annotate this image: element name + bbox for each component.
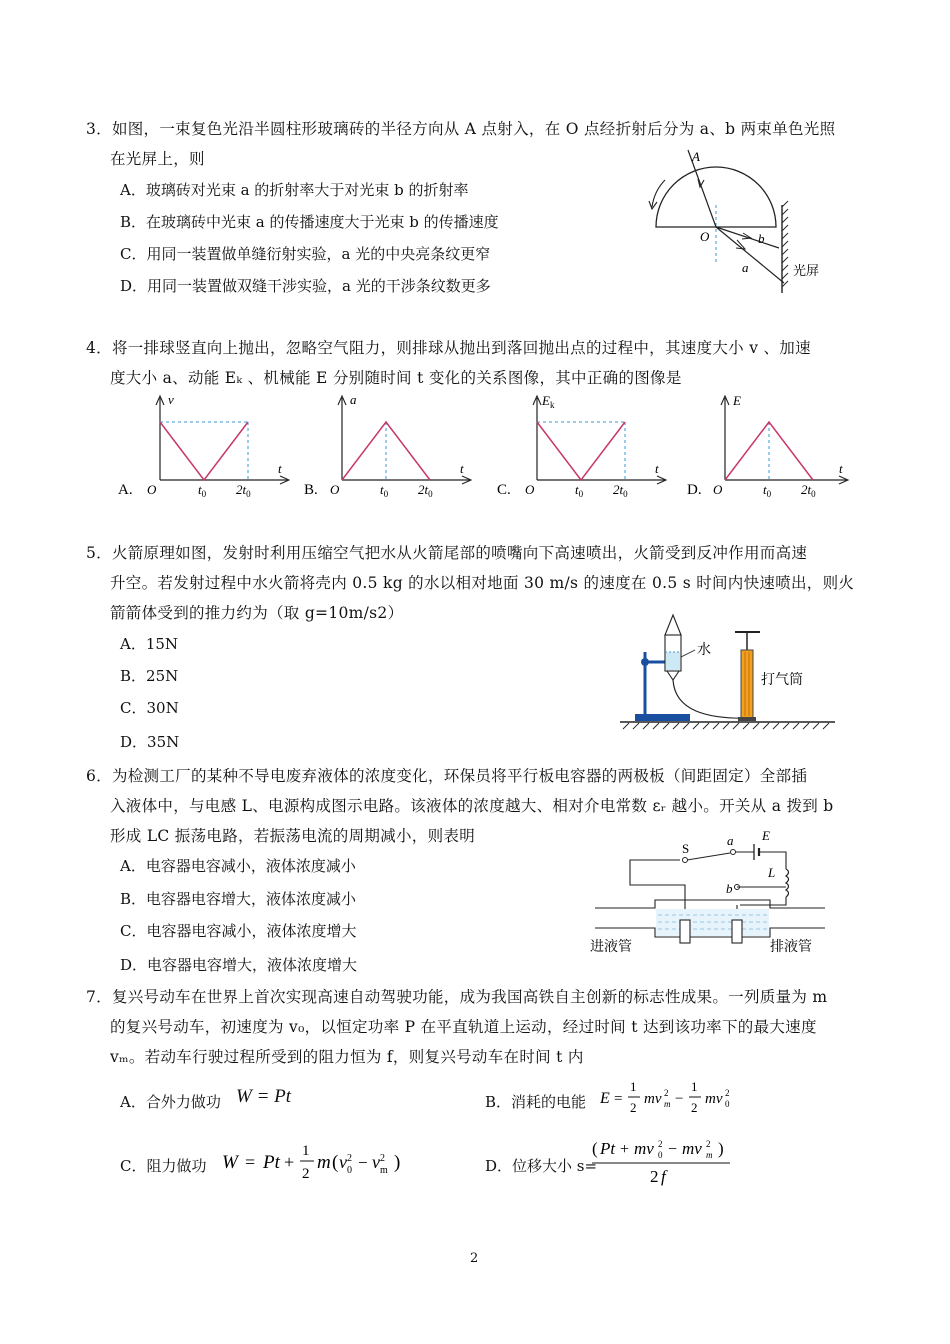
- q7-option-c-label: C．阻力做功: [120, 1157, 207, 1175]
- q5-option-a: A．15N: [120, 635, 179, 653]
- label-inlet: 进液管: [590, 940, 632, 955]
- label-E: E: [762, 828, 770, 843]
- pump-barrel: [741, 650, 753, 718]
- graph-d-t-label: t: [839, 461, 843, 476]
- svg-text:2: 2: [302, 1166, 310, 1182]
- graph-b-origin: O: [330, 482, 340, 497]
- q6-stem-line3: 形成 LC 振荡电路，若振荡电流的周期减小，则表明: [110, 827, 476, 845]
- q4-graph-a: [110, 390, 290, 505]
- label-S: S: [682, 841, 690, 856]
- graph-a-label: A.: [118, 482, 133, 498]
- svg-text:−: −: [358, 1153, 368, 1172]
- graph-c-t-label: t: [655, 461, 659, 476]
- graph-b-label: B.: [304, 482, 318, 498]
- capacitor-plate-right: [732, 920, 742, 943]
- q5-stem-line1: 5．火箭原理如图，发射时利用压缩空气把水从火箭尾部的喷嘴向下高速喷出，火箭受到反冲作用而高速: [86, 544, 808, 562]
- graph-c-curve: [537, 422, 625, 480]
- graph-c-label: C.: [497, 482, 511, 498]
- label-water: 水: [697, 643, 711, 658]
- svg-text:=: =: [245, 1152, 256, 1172]
- svg-text:m: m: [664, 1099, 671, 1109]
- ray-a: [716, 227, 784, 283]
- svg-text:mv: mv: [682, 1139, 702, 1158]
- svg-text:+: +: [620, 1141, 630, 1158]
- svg-text:1: 1: [691, 1079, 698, 1094]
- svg-text:2: 2: [725, 1088, 730, 1098]
- rocket-water: [666, 652, 680, 670]
- graph-b-t-label: t: [460, 461, 464, 476]
- q5-stem-line2: 升空。若发射过程中水火箭将壳内 0.5 kg 的水以相对地面 30 m/s 的速度在 0.5 s 时间内快速喷出，则火: [110, 574, 855, 592]
- q7-stem-line2: 的复兴号动车，初速度为 v₀，以恒定功率 P 在平直轨道上运动，经过时间 t 达到该功率下的最大速度: [110, 1018, 817, 1036]
- q5-option-c: C．30N: [120, 699, 179, 717]
- rocket-nose: [665, 615, 681, 635]
- pipe-top: [595, 900, 825, 908]
- svg-text:E: E: [600, 1090, 610, 1107]
- q6-stem-line1: 6．为检测工厂的某种不导电废弃液体的浓度变化，环保员将平行板电容器的两极板（间距固定）全部插: [86, 767, 808, 785]
- svg-text:0: 0: [725, 1099, 730, 1109]
- rotation-arc: [652, 180, 665, 207]
- q3-option-b: B．在玻璃砖中光束 a 的传播速度大于光束 b 的传播速度: [120, 213, 499, 231]
- svg-text:Pt: Pt: [263, 1152, 280, 1173]
- svg-text:2: 2: [380, 1153, 385, 1164]
- label-O: O: [700, 229, 710, 244]
- rocket-nozzle: [667, 671, 679, 680]
- screen-hatching: [782, 201, 788, 287]
- q5-option-b: B．25N: [120, 667, 179, 685]
- svg-text:v: v: [372, 1152, 380, 1172]
- svg-text:−: −: [668, 1141, 678, 1158]
- svg-text:2: 2: [691, 1100, 698, 1115]
- svg-text:0: 0: [658, 1150, 663, 1160]
- q7-option-b-formula: [598, 1076, 748, 1120]
- graph-b-t0: $t_0$: [380, 482, 389, 499]
- q7-option-d-label: D．位移大小 s=: [485, 1157, 598, 1175]
- svg-text:2: 2: [347, 1153, 352, 1164]
- svg-text:+: +: [284, 1152, 295, 1172]
- svg-text:−: −: [675, 1091, 684, 1107]
- graph-a-2t0: $2t_0$: [236, 482, 251, 499]
- graph-c-2t0: $2t_0$: [613, 482, 628, 499]
- q4-stem-line1: 4．将一排球竖直向上抛出，忽略空气阻力，则排球从抛出到落回抛出点的过程中，其速度大小 v 、加速: [86, 339, 811, 357]
- q6-option-a: A．电容器电容减小，液体浓度减小: [120, 857, 356, 875]
- ground-hatching: [623, 723, 829, 729]
- q7-option-a-label: A．合外力做功: [120, 1093, 221, 1111]
- capacitor-plate-left: [680, 920, 690, 943]
- graph-d-y-label: E: [733, 393, 741, 408]
- q4-graph-d: [685, 390, 865, 505]
- q7-stem-line3: vₘ。若动车行驶过程所受到的阻力恒为 f，则复兴号动车在时间 t 内: [110, 1048, 584, 1066]
- graph-c-y-label: $E_k$: [542, 393, 555, 410]
- q3-option-a: A．玻璃砖对光束 a 的折射率大于对光束 b 的折射率: [120, 181, 469, 199]
- graph-d-label: D.: [687, 482, 702, 498]
- label-a: a: [727, 833, 734, 848]
- q4-graph-c: [495, 390, 675, 505]
- graph-b-y-label: a: [350, 392, 357, 407]
- svg-text:(: (: [332, 1152, 339, 1173]
- svg-text:v: v: [339, 1152, 347, 1172]
- label-screen: 光屏: [793, 263, 820, 278]
- svg-text:1: 1: [630, 1079, 637, 1094]
- graph-d-t0: $t_0$: [763, 482, 772, 499]
- svg-text:m: m: [380, 1165, 388, 1176]
- q3-stem-line1: 3．如图，一束复色光沿半圆柱形玻璃砖的半径方向从 A 点射入，在 O 点经折射后分为 a、b 两束单色光照: [86, 120, 836, 138]
- svg-text:2: 2: [650, 1167, 659, 1186]
- q6-figure-lc-circuit: [590, 825, 830, 960]
- svg-text:m: m: [317, 1152, 331, 1173]
- q6-option-d: D．电容器电容增大，液体浓度增大: [120, 956, 358, 974]
- graph-c-t0: $t_0$: [575, 482, 584, 499]
- label-pump: 打气筒: [761, 673, 803, 688]
- svg-text:2: 2: [630, 1100, 637, 1115]
- graph-a-t-label: t: [278, 461, 282, 476]
- label-L: L: [768, 865, 776, 880]
- q3-option-c: C．用同一装置做单缝衍射实验，a 光的中央亮条纹更窄: [120, 245, 491, 263]
- svg-text:(: (: [592, 1139, 598, 1158]
- q7-option-b-label: B．消耗的电能: [485, 1093, 587, 1111]
- graph-a-curve: [160, 422, 248, 480]
- label-outlet: 排液管: [770, 940, 812, 955]
- label-a: a: [742, 260, 749, 275]
- svg-text:): ): [394, 1152, 401, 1173]
- inductor-coil: [786, 869, 789, 897]
- q5-option-d: D．35N: [120, 733, 180, 751]
- graph-c-origin: O: [525, 482, 535, 497]
- graph-b-2t0: $2t_0$: [418, 482, 433, 499]
- svg-text:): ): [718, 1139, 724, 1158]
- q4-stem-line2: 度大小 a、动能 Eₖ 、机械能 E 分别随时间 t 变化的关系图像，其中正确的图像是: [110, 369, 682, 387]
- svg-text:2: 2: [658, 1139, 663, 1149]
- q7-option-c-formula: [220, 1136, 420, 1186]
- q6-option-b: B．电容器电容增大，液体浓度减小: [120, 890, 357, 908]
- svg-text:W: W: [222, 1152, 238, 1173]
- liquid: [656, 909, 769, 936]
- q3-figure-glass-semicylinder: [630, 145, 840, 300]
- svg-text:mv: mv: [634, 1139, 654, 1158]
- graph-d-origin: O: [713, 482, 723, 497]
- q7-stem-line1: 7．复兴号动车在世界上首次实现高速自动驾驶功能，成为我国高铁自主创新的标志性成果。一列质量为 m: [86, 988, 828, 1006]
- label-b: b: [726, 881, 733, 896]
- graph-a-t0: $t_0$: [198, 482, 207, 499]
- svg-text:2: 2: [706, 1139, 711, 1149]
- svg-text:1: 1: [302, 1143, 310, 1159]
- svg-text:m: m: [706, 1150, 713, 1160]
- svg-text:mv: mv: [705, 1091, 723, 1107]
- q7-option-a-formula: W = Pt: [236, 1086, 292, 1107]
- ray-b: [716, 227, 779, 248]
- q3-stem-line2: 在光屏上，则: [110, 150, 205, 168]
- label-b: b: [758, 231, 765, 246]
- graph-d-2t0: $2t_0$: [801, 482, 816, 499]
- q5-figure-water-rocket: [615, 610, 840, 740]
- label-A: A: [692, 149, 700, 164]
- q4-graph-b: [300, 390, 480, 505]
- svg-text:2: 2: [664, 1088, 669, 1098]
- page-number: 2: [470, 1251, 479, 1266]
- q5-stem-line3: 箭箭体受到的推力约为（取 g=10m/s2）: [110, 604, 404, 622]
- svg-text:f: f: [661, 1167, 666, 1186]
- svg-text:0: 0: [347, 1165, 352, 1176]
- graph-a-origin: O: [147, 482, 157, 497]
- svg-text:mv: mv: [644, 1091, 662, 1107]
- graph-a-y-label: v: [168, 392, 174, 407]
- svg-text:=: =: [614, 1091, 623, 1107]
- switch-blade: [687, 853, 730, 860]
- q3-option-d: D．用同一装置做双缝干涉实验，a 光的干涉条纹数更多: [120, 277, 491, 295]
- svg-text:Pt: Pt: [600, 1139, 616, 1158]
- q6-stem-line2: 入液体中，与电感 L、电源构成图示电路。该液体的浓度越大、相对介电常数 εᵣ 越小。开关从 a 拨到 b: [110, 797, 834, 815]
- q6-option-c: C．电容器电容减小，液体浓度增大: [120, 922, 357, 940]
- q7-option-d-formula: [590, 1132, 760, 1188]
- stand-base: [635, 714, 690, 721]
